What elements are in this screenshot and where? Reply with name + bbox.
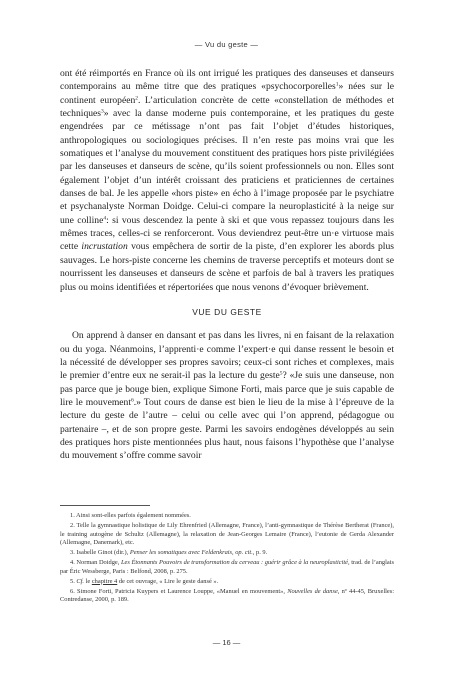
paragraph-vue-du-geste: On apprend à danser en dansant et pas dans les livres, ni en faisant de la relaxation ou du yoga. Néanmoins, l’apprenti·e comme l’expert·e qui danse ressent le besoin et la nécessité de développer ses propres savoirs; ceux-ci sont riches et complexes, mais le premier d’entre eux ne serait-il pas la lecture du geste$^5$? «Je suis une danseuse, non pas parce que je bouge bien, explique Simone Forti, mais parce que je suis capable de lire le mouvement$^6$.» Tout cours de danse est bien le lieu de la mise à l’épreuve de la lecture du geste de l’autre – celui ou celle avec qui l’on apprend, pédagogue ou partenaire –, et de son propre geste. Parmi les savoirs endogènes développés au sein des pratiques hors piste mentionnées plus haut, nous faisons l’hypothèse que l’analyse du mouvement s’offre comme savoir [60, 330, 394, 462]
emphasis-incrustation: incrustation [81, 241, 128, 253]
paragraph-continuation: ont été réimportés en France où ils ont irrigué les pratiques des danseuses et danseurs contemporains au même titre que des pratiques «psychocorporelles$^1$» nées sur le continent européen$^2$. L’articulation concrète de cette «constellation de méthodes et techniques$^3$» avec la danse moderne puis contemporaine, et les pratiques du geste engendrées par ce métissage n’ont pas fait l’objet d’études historiques, anthropologiques ou sociologiques précises. Il n’en reste pas moins vrai que les somatiques et l’analyse du mouvement constituent des pratiques hors piste privilégiées par les danseuses et danseurs de scène, qu’ils soient professionnels ou non. Elles sont également l’objet d’un intérêt croissant des praticiens et praticiennes de certaines danses de bal. Je les appelle «hors piste» en écho à l’image proposée par le psychiatre et psychanalyste Norman Doidge. Celui-ci compare la neuroplasticité à la neige sur une colline$^4$: si vous descendez la pente à ski et que vous repassez toujours dans les mêmes traces, celles-ci se renforceront. Vous deviendrez peut-être un·e virtuose mais cette incrustation vous empêchera de sortir de la piste, d’en explorer les abords plus sauvages. Le hors-piste concerne les chemins de traverse perceptifs et moteurs dont se nourrissent les danseuses et danseurs de scène et parfois de bal à travers les pratiques plus ou moins identifiées et répertoriées que nous venons d’évoquer brièvement. [60, 68, 394, 293]
footnote-ref-4[interactable]: 4 [103, 215, 107, 222]
chapter-4-link[interactable]: chapitre 4 [91, 577, 118, 585]
footnote-2: 2. Telle la gymnastique holistique de Lily Ehrenfried (Allemagne, France), l’anti-gymnastique de Thérèse Bertherat (France), le training autogène de Schultz (Allemagne), la relaxation de Jean-Georges Lemaire (France), l’eutonie de Gerda Alexander (Allemagne, Danemark), etc. [60, 521, 394, 547]
footnotes [60, 512, 394, 606]
section-heading: VUE DU GESTE [192, 306, 262, 317]
footnote-ref-3[interactable]: 3 [101, 108, 104, 115]
main-text [60, 67, 394, 463]
footnote-1: 1. Ainsi sont-elles parfois également nommées. [70, 512, 191, 519]
footnote-4: 4. Norman Doidge, Les Étonnants Pouvoirs de transformation du cerveau : guérir grâce à la neuroplasticité, trad. de l’anglais par Éric Wessberge, Paris : Belfond, 2008, p. 275. [60, 559, 394, 575]
footnote-ref-5[interactable]: 5 [279, 370, 283, 377]
running-head: — Vu du geste — [194, 40, 259, 49]
footnote-divider [60, 505, 150, 506]
footnote-3: 3. Isabelle Ginot (dir.), Penser les somatiques avec Feldenkrais, op. cit., p. 9. [70, 549, 268, 557]
footnote-ref-2[interactable]: 2 [135, 95, 139, 102]
footnote-ref-6[interactable]: 6 [131, 397, 134, 404]
footnote-6: 6. Simone Forti, Patricia Kuypers et Laurence Louppe, «Manuel en mouvement», Nouvelles de danse, nº 44-45, Bruxelles: Contredanse, 2000, p. 189. [60, 587, 394, 604]
footnote-ref-1[interactable]: 1 [335, 81, 339, 88]
footnote-5: 5. Cf. le chapitre 4 de cet ouvrage, « Lire le geste dansé ». [70, 577, 219, 585]
page-number: — 16 — [212, 638, 241, 647]
